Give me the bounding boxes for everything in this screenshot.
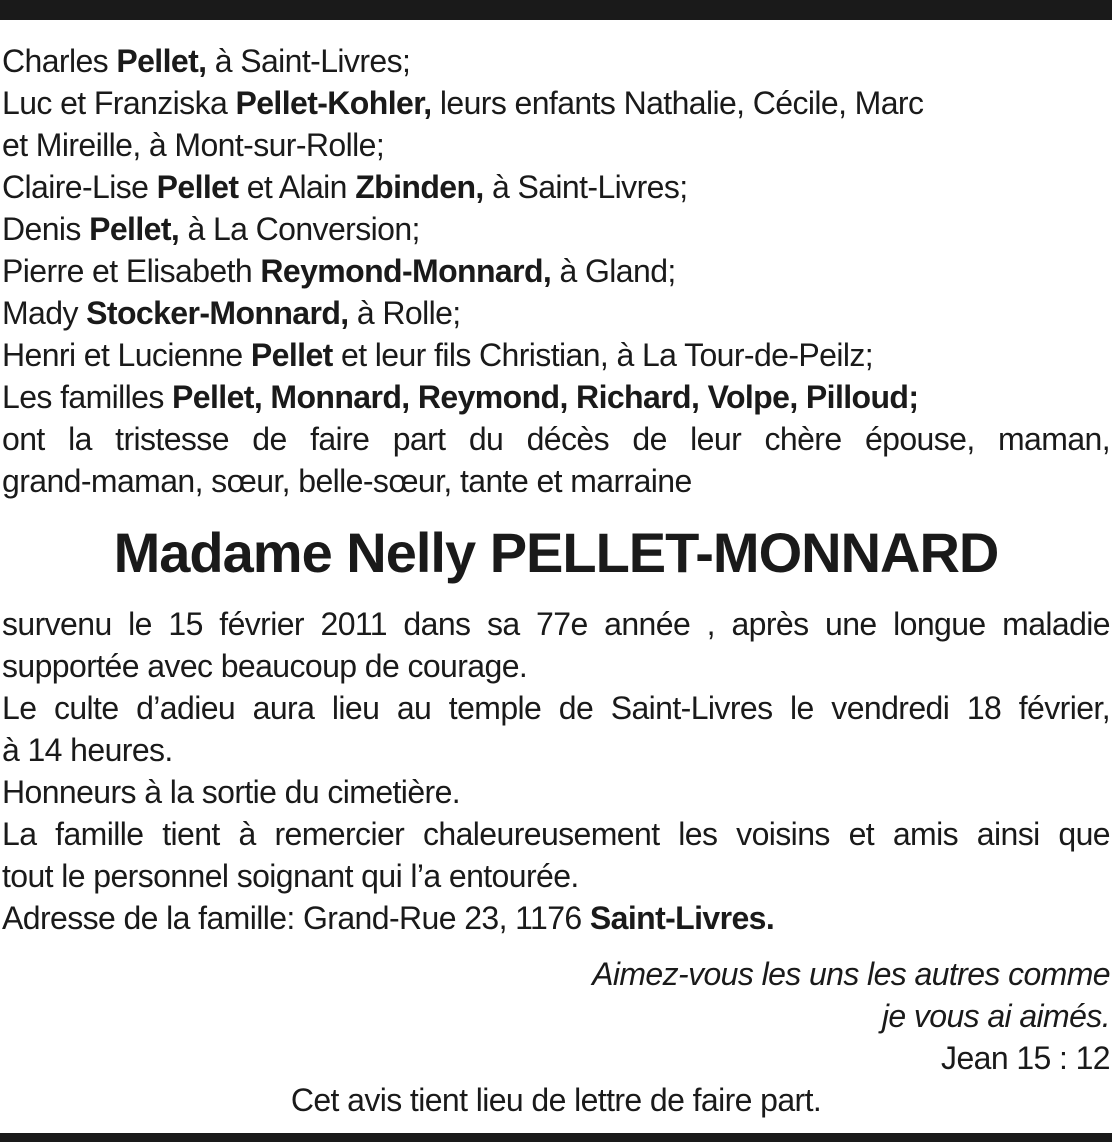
family-line [2, 82, 1110, 124]
family-line [2, 166, 1110, 208]
verse-line: je vous ai aimés. [881, 998, 1110, 1034]
text: à La Conversion; [179, 211, 420, 247]
announcement-line: grand-maman, sœur, belle-sœur, tante et marraine [2, 463, 692, 499]
text: à Saint-Livres; [483, 169, 688, 205]
text: Les familles [2, 379, 173, 415]
family-list [2, 40, 1110, 502]
text: à Gland; [551, 253, 676, 289]
text: Denis [2, 211, 90, 247]
family-name: Pellet, Monnard, Reymond, Richard, Volpe, Pilloud; [172, 379, 919, 415]
family-line [2, 40, 1110, 82]
family-name: Zbinden, [355, 169, 484, 205]
closing-note [0, 1079, 1112, 1121]
family-name: Pellet, [89, 211, 180, 247]
family-line [2, 208, 1110, 250]
text: Luc et Franziska [2, 85, 236, 121]
verse-reference: Jean 15 : 12 [941, 1040, 1110, 1076]
family-line [2, 292, 1110, 334]
family-name: Pellet, [116, 43, 207, 79]
bottom-rule [0, 1133, 1112, 1142]
text: à Rolle; [348, 295, 461, 331]
top-rule [0, 0, 1112, 20]
text: Henri et Lucienne [2, 337, 251, 373]
body-line: Honneurs à la sortie du cimetière. [2, 774, 461, 810]
bible-verse [210, 953, 1110, 1079]
verse-line: Aimez-vous les uns les autres comme [592, 956, 1110, 992]
family-address [2, 897, 1110, 939]
body-line: à 14 heures. [2, 732, 173, 768]
family-line [2, 334, 1110, 376]
text: Mady [2, 295, 87, 331]
family-line [2, 250, 1110, 292]
body-line: supportée avec beaucoup de courage. [2, 648, 528, 684]
family-name: Pellet-Kohler, [235, 85, 432, 121]
text: et Mireille, à Mont-sur-Rolle; [2, 127, 385, 163]
body-line: tout le personnel soignant qui l’a entourée. [2, 858, 579, 894]
family-name: Pellet [250, 337, 333, 373]
family-name: Stocker-Monnard, [86, 295, 349, 331]
family-line [2, 376, 1110, 418]
text: à Saint-Livres; [206, 43, 411, 79]
address-town: Saint-Livres. [589, 900, 775, 936]
body-line: survenu le 15 février 2011 dans sa 77e année , après une longue maladie [2, 606, 1110, 642]
text: leurs enfants Nathalie, Cécile, Marc [431, 85, 924, 121]
text: et Alain [238, 169, 356, 205]
closing-text: Cet avis tient lieu de lettre de faire part. [290, 1082, 822, 1118]
text: et leur fils Christian, à La Tour-de-Peilz; [332, 337, 874, 373]
body-line: La famille tient à remercier chaleureusement les voisins et amis ainsi que [2, 816, 1110, 852]
text: Claire-Lise [2, 169, 157, 205]
notice-body [2, 603, 1110, 939]
body-line: Le culte d’adieu aura lieu au temple de Saint-Livres le vendredi 18 février, [2, 690, 1110, 726]
family-name: Pellet [156, 169, 239, 205]
deceased-name: Madame Nelly PELLET-MONNARD [113, 521, 999, 584]
text: Charles [2, 43, 117, 79]
announcement-line: ont la tristesse de faire part du décès de leur chère épouse, maman, [2, 421, 1110, 457]
text: Pierre et Elisabeth [2, 253, 261, 289]
family-line [2, 124, 1110, 166]
text: Adresse de la famille: Grand-Rue 23, 1176 [2, 900, 590, 936]
family-name: Reymond-Monnard, [260, 253, 552, 289]
